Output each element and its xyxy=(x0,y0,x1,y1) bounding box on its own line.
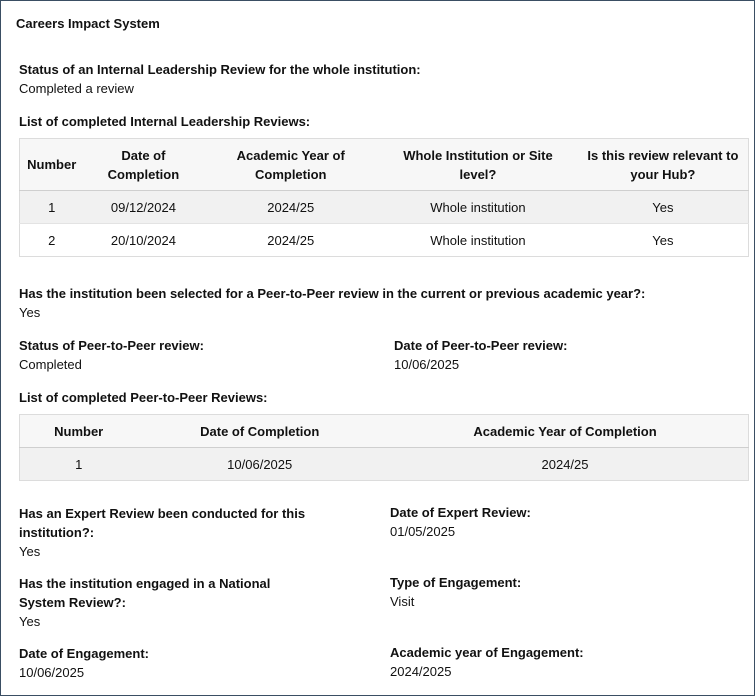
cell-date: 10/06/2025 xyxy=(137,448,382,481)
expert-date-value: 01/05/2025 xyxy=(390,524,456,539)
column-header-date-of-completion: Date of Completion xyxy=(137,415,382,448)
cell-number: 2 xyxy=(20,224,84,257)
engagement-date-label: Date of Engagement: xyxy=(19,646,150,661)
cell-relevant: Yes xyxy=(578,191,749,224)
cell-academic-year: 2024/25 xyxy=(382,448,748,481)
column-header-number: Number xyxy=(20,139,84,191)
p2p-selected-label: Has the institution been selected for a Peer-to-Peer review in the current or previous academic year?: xyxy=(19,286,646,301)
cell-academic-year: 2024/25 xyxy=(203,224,378,257)
ilr-table-header xyxy=(20,139,749,191)
cell-level: Whole institution xyxy=(378,191,578,224)
column-header-relevant-to-hub: Is this review relevant to your Hub? xyxy=(578,139,749,191)
expert-conducted-value: Yes xyxy=(19,544,41,559)
p2p-list-label: List of completed Peer-to-Peer Reviews: xyxy=(19,390,268,405)
ilr-status-label: Status of an Internal Leadership Review for the whole institution: xyxy=(19,62,421,77)
engagement-year-value: 2024/2025 xyxy=(390,664,452,679)
column-header-number: Number xyxy=(20,415,138,448)
engagement-type-label: Type of Engagement: xyxy=(390,575,522,590)
p2p-status-value: Completed xyxy=(19,357,82,372)
engagement-date-value: 10/06/2025 xyxy=(19,665,85,680)
app-title: Careers Impact System xyxy=(16,16,160,31)
cell-number: 1 xyxy=(20,448,138,481)
ilr-status-value: Completed a review xyxy=(19,81,134,96)
table-row xyxy=(20,224,749,257)
national-engaged-label: Has the institution engaged in a National System Review?: xyxy=(19,576,271,610)
engagement-year-label: Academic year of Engagement: xyxy=(390,645,584,660)
cell-academic-year: 2024/25 xyxy=(203,191,378,224)
cell-date: 09/12/2024 xyxy=(83,191,203,224)
expert-date-label: Date of Expert Review: xyxy=(390,505,531,520)
p2p-status-label: Status of Peer-to-Peer review: xyxy=(19,338,204,353)
table-row xyxy=(20,448,749,481)
cell-number: 1 xyxy=(20,191,84,224)
column-header-academic-year: Academic Year of Completion xyxy=(203,139,378,191)
p2p-table-header xyxy=(20,415,749,448)
table-row xyxy=(20,191,749,224)
cell-level: Whole institution xyxy=(378,224,578,257)
expert-conducted-label: Has an Expert Review been conducted for this institution?: xyxy=(19,506,306,540)
column-header-academic-year: Academic Year of Completion xyxy=(382,415,748,448)
column-header-date-of-completion: Date of Completion xyxy=(83,139,203,191)
ilr-list-label: List of completed Internal Leadership Reviews: xyxy=(19,114,311,129)
p2p-date-label: Date of Peer-to-Peer review: xyxy=(394,338,568,353)
national-engaged-value: Yes xyxy=(19,614,41,629)
p2p-table xyxy=(19,414,749,481)
column-header-level: Whole Institution or Site level? xyxy=(378,139,578,191)
cell-relevant: Yes xyxy=(578,224,749,257)
p2p-selected-value: Yes xyxy=(19,305,41,320)
engagement-type-value: Visit xyxy=(390,594,415,609)
p2p-date-value: 10/06/2025 xyxy=(394,357,460,372)
cell-date: 20/10/2024 xyxy=(83,224,203,257)
ilr-table xyxy=(19,138,749,257)
